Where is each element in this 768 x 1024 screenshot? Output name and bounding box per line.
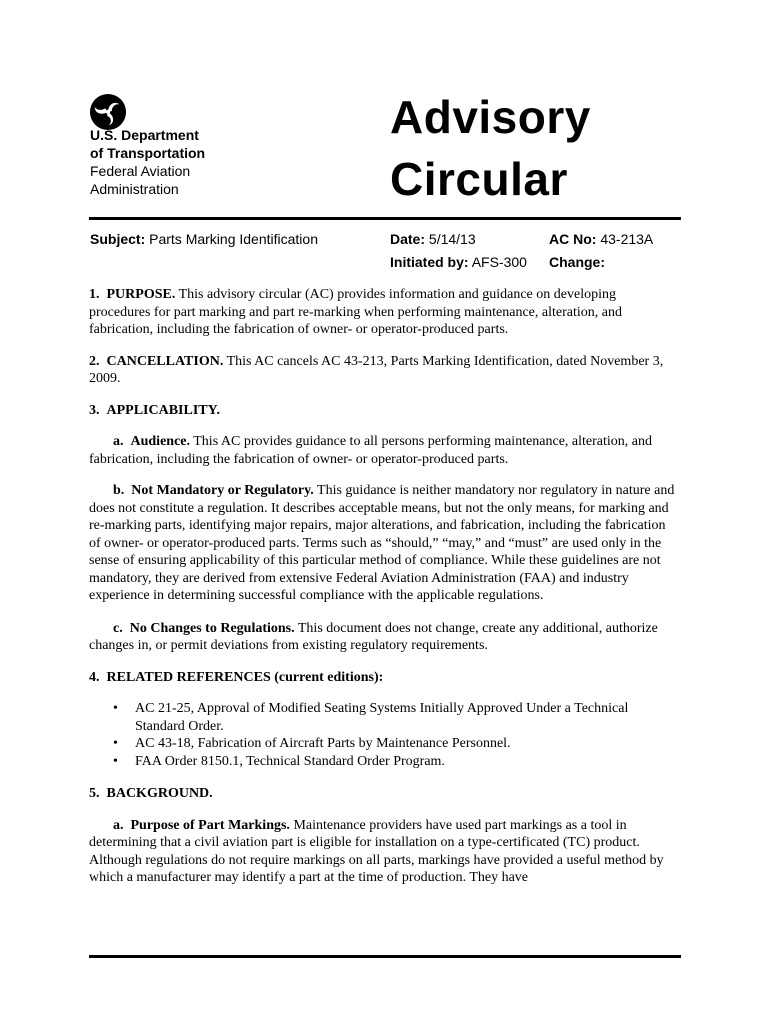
list-item-text: FAA Order 8150.1, Technical Standard Order Program. bbox=[135, 753, 445, 769]
paragraph-letter: b. bbox=[113, 483, 125, 498]
section-number: 4. bbox=[89, 669, 100, 685]
paragraph-audience bbox=[89, 433, 679, 468]
list-item bbox=[89, 700, 679, 735]
paragraph-letter: c. bbox=[113, 620, 123, 636]
section-text: This AC cancels AC 43-213, Parts Marking Identification, dated November 3, 2009. bbox=[89, 353, 664, 386]
paragraph-heading: Not Mandatory or Regulatory. bbox=[131, 483, 314, 498]
list-item-text: AC 21-25, Approval of Modified Seating Systems Initially Approved Under a Technical Standard Order. bbox=[135, 701, 629, 734]
change-label: Change: bbox=[549, 254, 605, 270]
header-divider bbox=[89, 217, 681, 220]
org-transportation: of Transportation bbox=[90, 145, 206, 161]
paragraph-text: This guidance is neither mandatory nor regulatory in nature and does not constitute a regulation. It describes acceptable means, but not the only means, for marking and re-marking parts, identifying major repairs, major alterations, and fabrication, including the fabrication of owner- or operator-produced parts. Terms such as “should,” “may,” and “must” are used only in the sense of ensuring applicability of this particular method of compliance. While these guidelines are not mandatory, they are derived from extensive Federal Aviation Administration (FAA) and industry experience in determining successful compliance with the applicable regulations. bbox=[89, 483, 675, 603]
ac-number-label: AC No: bbox=[549, 231, 597, 247]
paragraph-letter: a. bbox=[113, 434, 124, 449]
ac-number-value: 43-213A bbox=[600, 231, 654, 247]
section-number: 5. bbox=[89, 786, 100, 801]
section-number: 1. bbox=[89, 287, 100, 302]
org-department: U.S. Department bbox=[90, 127, 199, 143]
paragraph-letter: a. bbox=[113, 817, 124, 833]
paragraph-not-mandatory bbox=[89, 482, 679, 605]
section-references-heading bbox=[89, 669, 679, 687]
paragraph-purpose-of-markings bbox=[89, 817, 679, 887]
subject-value: Parts Marking Identification bbox=[149, 231, 318, 247]
date-field bbox=[390, 230, 476, 248]
bullet-icon: • bbox=[113, 753, 118, 769]
subject-label: Subject: bbox=[90, 231, 146, 247]
list-item bbox=[89, 735, 679, 753]
section-cancellation bbox=[89, 353, 679, 388]
section-applicability-heading bbox=[89, 402, 679, 420]
ac-number-field bbox=[549, 230, 653, 248]
section-number: 2. bbox=[89, 353, 100, 369]
title-line-advisory: Advisory bbox=[390, 91, 591, 143]
organization-block bbox=[90, 126, 205, 198]
org-faa-line1: Federal Aviation bbox=[90, 163, 191, 179]
section-heading: RELATED REFERENCES (current editions): bbox=[106, 669, 384, 685]
section-heading: PURPOSE. bbox=[106, 287, 176, 302]
section-heading: APPLICABILITY. bbox=[106, 402, 220, 418]
paragraph-text: This document does not change, create any additional, authorize changes in, or permit deviations from existing regulatory requirements. bbox=[89, 620, 658, 653]
document-title bbox=[390, 86, 591, 210]
references-list bbox=[89, 700, 679, 770]
footer-divider bbox=[89, 955, 681, 958]
date-label: Date: bbox=[390, 231, 426, 247]
paragraph-text: Maintenance providers have used part markings as a tool in determining that a civil aviation part is eligible for installation on a type-certificated (TC) product. Although regulations do not require markings on all parts, markings have provided a useful method by which a manufacturer may identify a part at the time of production. They have bbox=[89, 817, 664, 885]
document-body bbox=[89, 286, 679, 901]
paragraph-no-changes bbox=[89, 620, 679, 655]
change-field bbox=[549, 253, 605, 271]
section-purpose bbox=[89, 286, 679, 339]
initiated-by-field bbox=[390, 253, 527, 271]
section-heading: BACKGROUND. bbox=[106, 786, 213, 801]
bullet-icon: • bbox=[113, 701, 118, 716]
date-value: 5/14/13 bbox=[428, 231, 476, 247]
section-number: 3. bbox=[89, 402, 100, 418]
list-item-text: AC 43-18, Fabrication of Aircraft Parts by Maintenance Personnel. bbox=[135, 736, 511, 751]
paragraph-heading: No Changes to Regulations. bbox=[129, 620, 295, 636]
section-heading: CANCELLATION. bbox=[106, 353, 224, 369]
initiated-by-value: AFS-300 bbox=[471, 254, 527, 270]
initiated-by-label: Initiated by: bbox=[390, 254, 469, 270]
subject-field bbox=[90, 230, 318, 248]
section-text: This advisory circular (AC) provides information and guidance on developing procedures for part marking and part re-marking when performing maintenance, alteration, and fabrication, including the fabrication of owner- or operator-produced parts. bbox=[89, 287, 622, 337]
bullet-icon: • bbox=[113, 736, 118, 751]
paragraph-heading: Audience. bbox=[130, 434, 190, 449]
org-faa-line2: Administration bbox=[90, 181, 179, 197]
list-item bbox=[89, 753, 679, 771]
title-line-circular: Circular bbox=[390, 153, 568, 205]
section-background-heading bbox=[89, 785, 679, 803]
paragraph-text: This AC provides guidance to all persons performing maintenance, alteration, and fabrication, including the fabrication of owner- or operator-produced parts. bbox=[89, 434, 653, 467]
paragraph-heading: Purpose of Part Markings. bbox=[130, 817, 290, 833]
